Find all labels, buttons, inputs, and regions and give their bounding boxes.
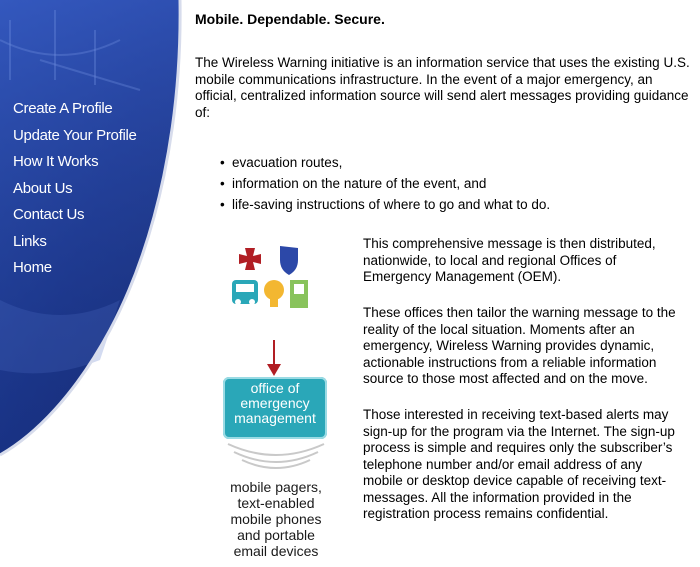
bullet-icon: • (220, 197, 225, 212)
lightbulb-icon (264, 280, 284, 300)
arrow-down-icon (266, 340, 282, 376)
oem-box: office of emergency management (223, 377, 327, 439)
list-item: • life-saving instructions of where to go and what to do. (232, 194, 692, 215)
distribution-paragraph: This comprehensive message is then distributed, nationwide, to local and regional Offices of Emergency Management (OEM). (363, 236, 656, 284)
sidebar-nav (13, 96, 137, 282)
devices-caption: mobile pagers, text-enabled mobile phones and portable email devices (230, 479, 322, 559)
nav-about-us[interactable]: About Us (13, 179, 73, 197)
oem-paragraph: These offices then tailor the warning message to the reality of the local situation. Moments after an emergency, Wireless Warning provides dynamic, actionable instructions from a reliable information source to those most affected and on the move. (363, 305, 676, 386)
police-shield-icon (280, 246, 298, 275)
bullet-icon: • (220, 176, 225, 191)
guidance-list (220, 152, 692, 215)
nav-contact-us[interactable]: Contact Us (13, 206, 85, 223)
emergency-services-icon (228, 240, 328, 340)
signup-paragraph: Those interested in receiving text-based alerts may sign-up for the program via the Internet. The sign-up process is simple and requires only the subscriber’s telephone number and/or email address of any mobile or desktop device capable of receiving text-messages. All the information provided in the registration process remains confidential. (363, 407, 675, 521)
bullet-icon: • (220, 155, 225, 170)
list-item: • information on the nature of the event, and (232, 173, 692, 194)
list-item: • evacuation routes, (232, 152, 692, 173)
nav-links[interactable]: Links (13, 232, 47, 250)
nav-how-it-works[interactable]: How It Works (13, 153, 99, 170)
nav-home[interactable]: Home (13, 259, 52, 276)
fire-icon (239, 248, 261, 270)
nav-update-profile[interactable]: Update Your Profile (13, 126, 137, 144)
broadcast-waves-icon (218, 436, 334, 480)
intro-paragraph: The Wireless Warning initiative is an information service that uses the existing U.S. mobile communications infrastructure. In the event of a major emergency, an official, centralized information source will send alert messages providing guidance of: (195, 55, 690, 120)
nav-create-profile[interactable]: Create A Profile (13, 100, 113, 117)
page-headline: Mobile. Dependable. Secure. (195, 11, 385, 27)
